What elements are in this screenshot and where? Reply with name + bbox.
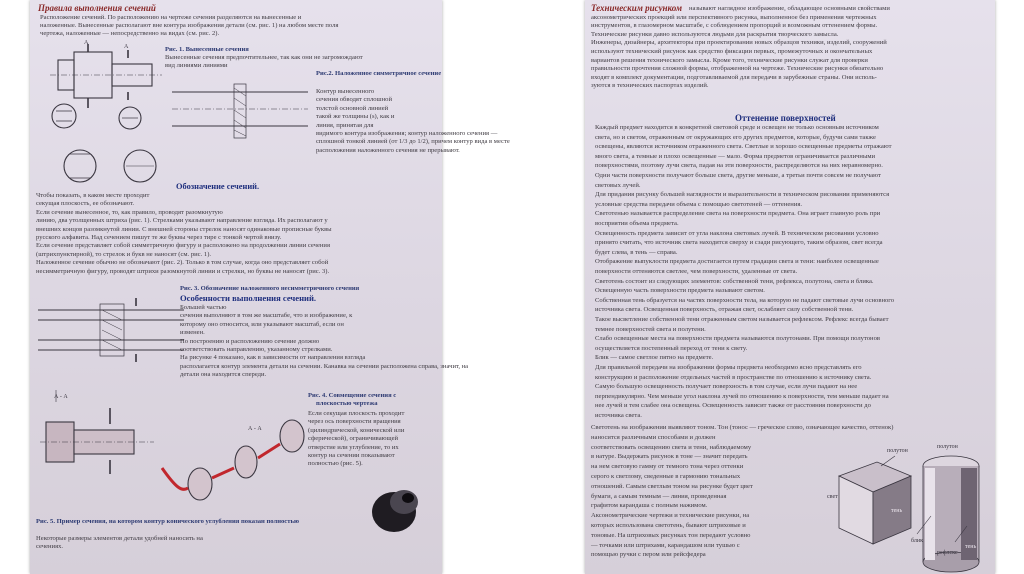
features-text-line: По построению и расположению сечение должно [180,337,320,345]
intro-text-line: инструментов, в глазомерном масштабе, с соблюдением пропорций и возможным оттенением формы. [591,22,878,30]
shading-heading: Оттенение поверхностей [735,113,836,123]
features-text-line: На рисунке 4 показано, как в зависимости от направления взгляда [180,354,366,362]
tone-text-line: которых использована светотень, бывают штриховые и [591,522,746,529]
shading-text-line: темнее поверхностей света и полутени. [595,325,706,333]
right-document-page [585,0,995,574]
figure-2-text-line: линия, принятая для [316,121,374,129]
designation-text-line: Наложенное сечение обычно не обозначают (рис. 2). Только в том случае, когда оно представляет собой [36,259,329,267]
shading-text-line: принято считать, что источник света находится сверху и сзади рисующего, таким образом, свет всегда [595,239,883,247]
intro-text-line: вариантов решения технического замысла. Кроме того, технические рисунки служат для проверки [591,56,868,64]
designation-text-line: внешних концов разомкнутой линии. С внешней стороны стрелок наносят одинаковые прописные буквы [36,225,332,233]
figure-5-text-2: сечениях. [36,543,64,550]
shading-text-line: Светотень состоит из следующих элементов: собственной тени, рефлекса, полутона, света и блика. [595,277,874,285]
shading-text-line: осуществляется постепенный переход от тени к свету. [595,344,748,352]
intro-text-line: Технические рисунки давно используются людьми для раскрытия творческого замысла. [591,30,839,38]
shading-text-line: источника света. Освещенная поверхность, отражая свет, ослабляет силу собственной тени. [595,306,854,314]
shading-text-line: Одни части поверхности получают больше света, другие меньше, а третьи почти совсем не получают [595,172,881,179]
designation-text-line: несимметричную фигуру, проводят штрихи разомкнутой линии и стрелки, но буквы не наносят (рис. 3). [36,267,330,275]
figure-4-text-line: сферической), ограничивающей [308,435,399,443]
intro-line: чертежа, наложенные — непосредственно на видах (см. рис. 2). [40,30,220,37]
shading-text-line: поверхностями, поэтому лучи света, падая на эти поверхности, распределяются на них неравномерно. [595,162,883,170]
figure-1-caption: Рис. 1. Вынесенные сечения [165,46,249,53]
label-blik: блик [911,538,924,544]
shading-text-line: Собственная тень образуется на частях поверхности тела, на которую не падают световые лучи основного [595,296,895,304]
intro-text-line: правильности прочтения сложной формы, отображенной на чертеже. Технические рисунки обязательно [591,65,884,73]
tone-text-line: бумаги, а самым темным — линия, проведенная [591,492,727,500]
tone-text-line: отношений. Самым светлым тоном на рисунке будет цвет [591,482,753,490]
figure-1-drawing [38,38,170,133]
shading-text-line: Такое высветление собственной тени отраженным светом называется рефлексом. Рефлекс всегда бывает [595,316,889,323]
shading-text-line: Для придания рисунку большей наглядности и выразительности в техническом рисовании применяются [595,191,890,199]
shading-text-line: конструкцию и расположение отдельных частей в пространстве по отношению к источнику света. [595,373,872,381]
figure-5-caption: Рис. 5. Пример сечения, на котором контур конического углубления показан полностью [36,518,299,525]
label-polutone-1: полутон [887,448,908,454]
intro-text-line: аксонометрических проекций или перспективного рисунка, выполненное без применения чертежных [591,13,877,21]
shading-text-line: источника света. [595,412,642,419]
designation-text-line: Если сечение представляет собой симметричную фигуру и расположено на продолжении линии сечения [36,242,330,250]
label-a-2: А [124,44,129,50]
intro-text-line: зуются в технических паспортах изделий. [591,82,709,90]
figure-4-drawing [36,388,304,508]
figure-1-text-2: вид линиями линиями [165,62,228,69]
tone-text-line: серого к светлому, сведенные в гармонию тональных [591,473,741,480]
intro-text-line: называют наглядное изображение, обладающее основными свойствами [689,5,890,12]
features-text-line: Большей частью [180,304,227,311]
label-aa-2: А - А [248,426,262,432]
shading-text-line: освещены, являются источником отраженного света. Светлые и хорошо освещенные предметы отражают [595,143,892,151]
features-heading: Особенности выполнения сечений. [180,293,317,303]
tone-text-line: графитом карандаша с полным нажимом. [591,502,708,510]
figure-4-text-line: через ось поверхности вращения [308,418,401,426]
figure-5-text-1: Некоторые размеры элементов детали удобней наносить на [36,535,203,542]
designation-text-line: Если сечение вынесенное, то, как правило, проводят разомкнутую [36,208,223,216]
label-refleks: рефлекс [937,550,958,556]
label-ten-2: тень [965,544,977,550]
figure-4-text-line: контур на сечении показывают [308,452,395,459]
features-text-line: соответствовать направлению, указанному стрелками. [180,346,333,353]
figure-3-drawing [36,290,186,370]
tone-text-line: в натуре. Выдержать рисунок в тоне — значит передать [591,453,748,461]
shading-text-line: Каждый предмет находится в конкретной световой среде и освещен не только основным источником [595,124,879,131]
shading-text-line: много света, а темные и плохо освещенные — мало. Форма предметов ограничивается различными [595,152,876,160]
figure-2-text-line: видимого контура изображения; контур наложенного сечения — [316,130,498,137]
shading-text-line: Для правильной передачи на изображении формы предмета необходимо ясно представлять его [595,364,862,371]
features-text-line: детали она находится спереди. [180,371,267,379]
designation-text-line: Чтобы показать, в каком месте проходит [36,192,150,199]
figure-2-caption: Рис.2. Наложенное симметричное сечение [316,70,442,77]
figure-4-text-line: отверстие или углубление, то их [308,443,399,451]
left-page-title: Правила выполнения сечений [38,3,156,13]
shading-text-line: поверхности оттеняются светлее, чем поверхности, удаленные от света. [595,268,798,275]
designation-text-line: секущая плоскость, ее обозначают. [36,200,135,208]
shading-text-line: условные средства передачи объема с помощью светотеней — оттенения. [595,200,803,208]
figure-2-text-line: толстой основной линией [316,104,389,112]
tone-text-line: соответствовать освещению света и тени, наблюдаемому [591,443,752,451]
figure-4-caption-1: Рис. 4. Совмещение сечения с [308,392,397,399]
tone-text-line: Аксонометрические чертежи и технические рисунки, на [591,512,750,520]
shading-text-line: перпендикулярно. Чем меньше угол наклона лучей по отношению к поверхности, тем меньше падает на [595,392,889,400]
designation-text-line: русского алфавита. Над сечением пишут те же буквы через тире с тонкой чертой внизу. [36,234,282,241]
figure-4-text-line: Если секущая плоскость проходит [308,410,405,417]
intro-text-line: Инженеры, дизайнеры, архитекторы при проектировании новых образцов техники, изделий, сооружений [591,39,887,47]
shading-text-line: нее лучей и тем слабее она освещена. Освещенность зависит также от расстояния поверхности до [595,402,871,410]
label-polutone-2: полутон [937,444,958,450]
shading-text-line: будет слева, в тень — справа. [595,248,678,256]
lighting-figure [825,436,995,574]
features-text-line: изменен. [180,329,205,337]
shading-text-line: Самую большую освещенность получает поверхность в том случае, если лучи падают на нее [595,383,858,391]
designation-heading: Обозначение сечений. [176,182,260,191]
label-svet: свет [827,494,838,500]
figure-2-drawing [170,80,310,142]
shading-text-line: Слабо освещенные места на поверхности предмета называются полутонами. При помощи полутонов [595,335,880,343]
shading-text-line: света, но и светом, отраженным от окружающих его других предметов, которые, будучи сами также [595,133,876,141]
figure-2-text-line: расположения наложенного сечения не прерывают. [316,146,460,154]
features-text-line: которому оно относится, или указывают масштаб, если он [180,320,344,328]
tone-text-line: тоновые. На штриховых рисунках тон передают условно [591,531,751,539]
figure-2-text-line: сечения обводят сплошной [316,96,392,104]
tone-text-line: наносится различными способами и должен [591,433,716,441]
figure-2-text-line: Контур вынесенного [316,88,375,95]
tone-text-line: Светотень на изображении выявляют тоном. Тон (тонос — греческое слово, означающее качество, оттенок) [591,424,894,431]
right-page-title: Техническим рисунком [591,3,683,13]
intro-line: наложенные. Вынесенные располагают вне контура изображения детали (см. рис. 1) на любом месте поля [40,22,339,29]
figure-5-drawing [370,478,426,540]
figure-4-caption-2: плоскостью чертежа [316,400,378,407]
shading-text-line: световых лучей. [595,181,641,189]
tone-text-line: — точками или штрихами, карандашом или тушью с [591,541,740,549]
label-aa-1: А - А [54,394,68,400]
intro-line: Расположение сечений. По расположению на чертеже сечения разделяются на вынесенные и [40,14,302,21]
shading-text-line: Освещенную часть поверхности предмета называют светом. [595,287,765,295]
figure-2-text-line: такой же толщины (s), как и [316,113,395,121]
tone-text-line: помощью ручки с пером или рейсфедера [591,551,706,559]
left-document-page [30,0,510,574]
intro-text-line: входят в комплект документации, подготавливаемой для передачи в зарубежные страны. Они исполь- [591,73,877,81]
shading-text-line: Отображение выпуклости предмета достигается путем градации света и тени: наиболее освещенные [595,258,879,266]
features-text-line: располагается контур элемента детали на сечении. Канавка на сечении расположена справа, значит, на [180,362,469,370]
designation-text-line: линию, два утолщенных штриха (рис. 1). Стрелками указывают направление взгляда. Их располагают у [36,217,328,225]
shading-text-line: Блик — самое светлое пятно на предмете. [595,354,714,362]
shading-text-line: Освещенность предмета зависит от угла наклона световых лучей. В техническом рисовании условно [595,229,879,237]
features-text-line: сечения выполняют в том же масштабе, что и изображение, к [180,312,353,320]
designation-text-line: (штрихпунктирной), то стрелок и букв не наносят (см. рис. 1). [36,250,212,258]
figure-4-text-line: полностью (рис. 5). [308,460,363,468]
tone-text-line: на нем световую гамму от темного тона через оттенки [591,463,744,471]
label-ten: тень [891,508,903,514]
round-sections-drawing [60,146,180,186]
figure-2-text-line: сплошной тонкой линией (от 1/3 до 1/2), причем контур вида в месте [316,138,510,146]
intro-text-line: используют технический рисунок как средство фиксации первых, промежуточных и окончательных [591,48,873,55]
shading-text-line: восприятии объема предмета. [595,220,679,227]
shading-text-line: Светотенью называется распределение света на поверхности предмета. Она играет главную роль при [595,210,881,218]
figure-3-caption: Рис. 3. Обозначение наложенного несимметричного сечения [180,285,360,292]
label-a-1: А [84,40,89,46]
figure-4-text-line: (цилиндрической, конической или [308,426,405,434]
figure-1-text-1: Вынесенные сечения предпочтительнее, так как они не загромождают [165,54,363,61]
